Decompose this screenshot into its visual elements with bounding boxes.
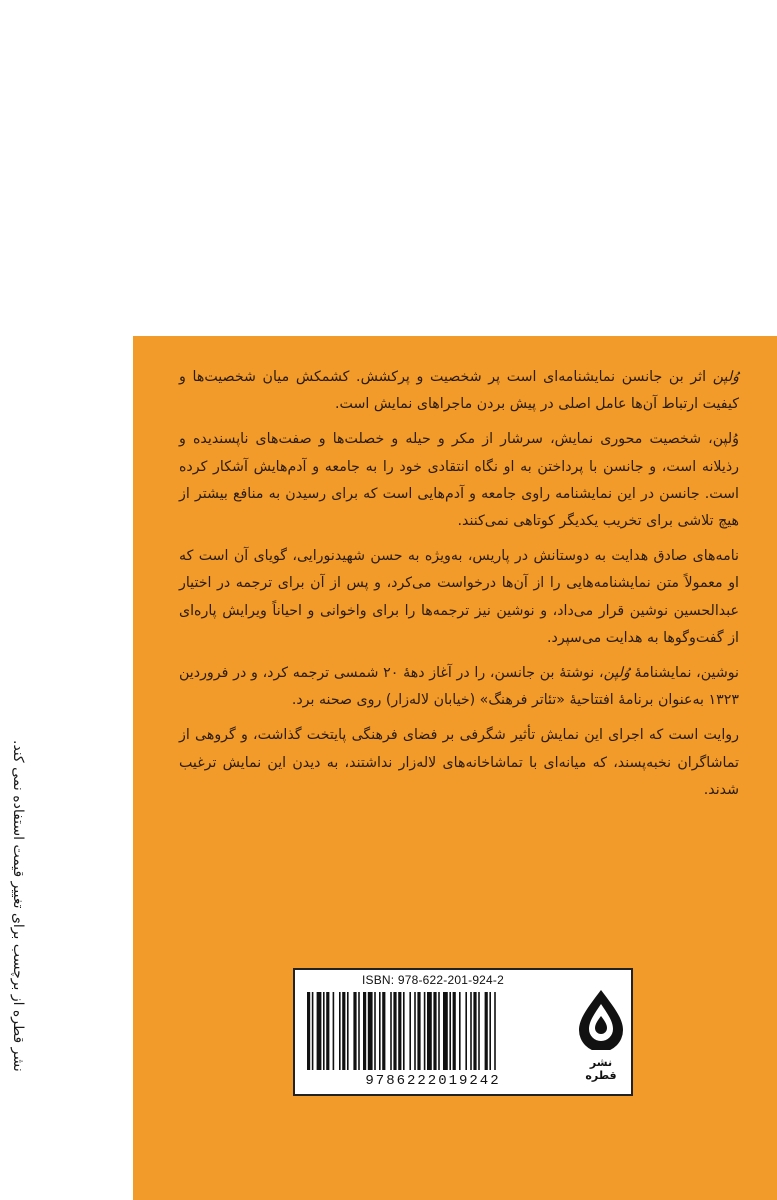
back-cover: [133, 336, 777, 1200]
book-title: وُلپن: [603, 665, 630, 682]
price-sticker-note: نشر قطره از برچسب برای تغییر قیمت استفاده نمی کند.: [10, 740, 26, 1072]
publisher-name: نشر قطره: [585, 1056, 617, 1082]
blurb-paragraph-5: روایت است که اجرای این نمایش تأثیر شگرفی بر فضای فرهنگی پایتخت گذاشت، و گروهی از تماشاگران نخبه‌پسند، که میانه‌ای با تماشاخانه‌های لاله‌زار نداشتند، به دیدن این نمایش ترغیب شدند.: [179, 727, 739, 798]
barcode-digits: 9786222019242: [365, 1073, 501, 1089]
book-title: وُلپن: [712, 369, 739, 385]
barcode-label: [293, 968, 633, 1096]
drop-logo-icon: [575, 986, 627, 1050]
blurb-text: [179, 364, 739, 812]
barcode-bars: [307, 992, 559, 1072]
blurb-paragraph-2: وُلپن، شخصیت محوری نمایش، سرشار از مکر و حیله و خصلت‌ها و صفت‌های ناپسندیده و رذیلانه است، و جانسن با پرداختن به او نگاه انتقادی خود را به جامعه و آدم‌هایش آشکار کرده است. جانسن در این نمایشنامه راوی جامعه و آدم‌هایی است که برای رسیدن به منافع بیشتر از هیچ تلاشی برای تخریب یکدیگر کوتاهی نمی‌کنند.: [179, 431, 739, 530]
blurb-paragraph-3: نامه‌های صادق هدایت به دوستانش در پاریس، به‌ویژه به حسن شهیدنورایی، گویای آن است که او معمولاً متن نمایشنامه‌هایی را از آن‌ها درخواست می‌کرد، و پس از آن برای ترجمه در اختیار عبدالحسین نوشین قرار می‌داد، و نوشین نیز ترجمه‌ها را برای واخوانی و احیاناً ویرایش پاره‌ای از گفت‌وگوها به هدایت می‌سپرد.: [179, 548, 739, 646]
blurb-paragraph-1: وُلپن اثر بن جانسن نمایشنامه‌ای است پر شخصیت و پرکشش. کشمکش میان شخصیت‌ها و کیفیت ارتباط آن‌ها عامل اصلی در پیش بردن ماجراهای نمایش است.: [179, 369, 739, 413]
publisher-logo: [573, 986, 629, 1086]
isbn-label: ISBN: 978-622-201-924-2: [361, 973, 505, 987]
blurb-paragraph-4: نوشین، نمایشنامهٔ وُلپن، نوشتهٔ بن جانسن، را در آغاز دههٔ ۲۰ شمسی ترجمه کرد، و در فروردین ۱۳۲۳ به‌عنوان برنامهٔ افتتاحیهٔ «تئاتر فرهنگ» (خیابان لاله‌زار) روی صحنه برد.: [179, 665, 739, 709]
